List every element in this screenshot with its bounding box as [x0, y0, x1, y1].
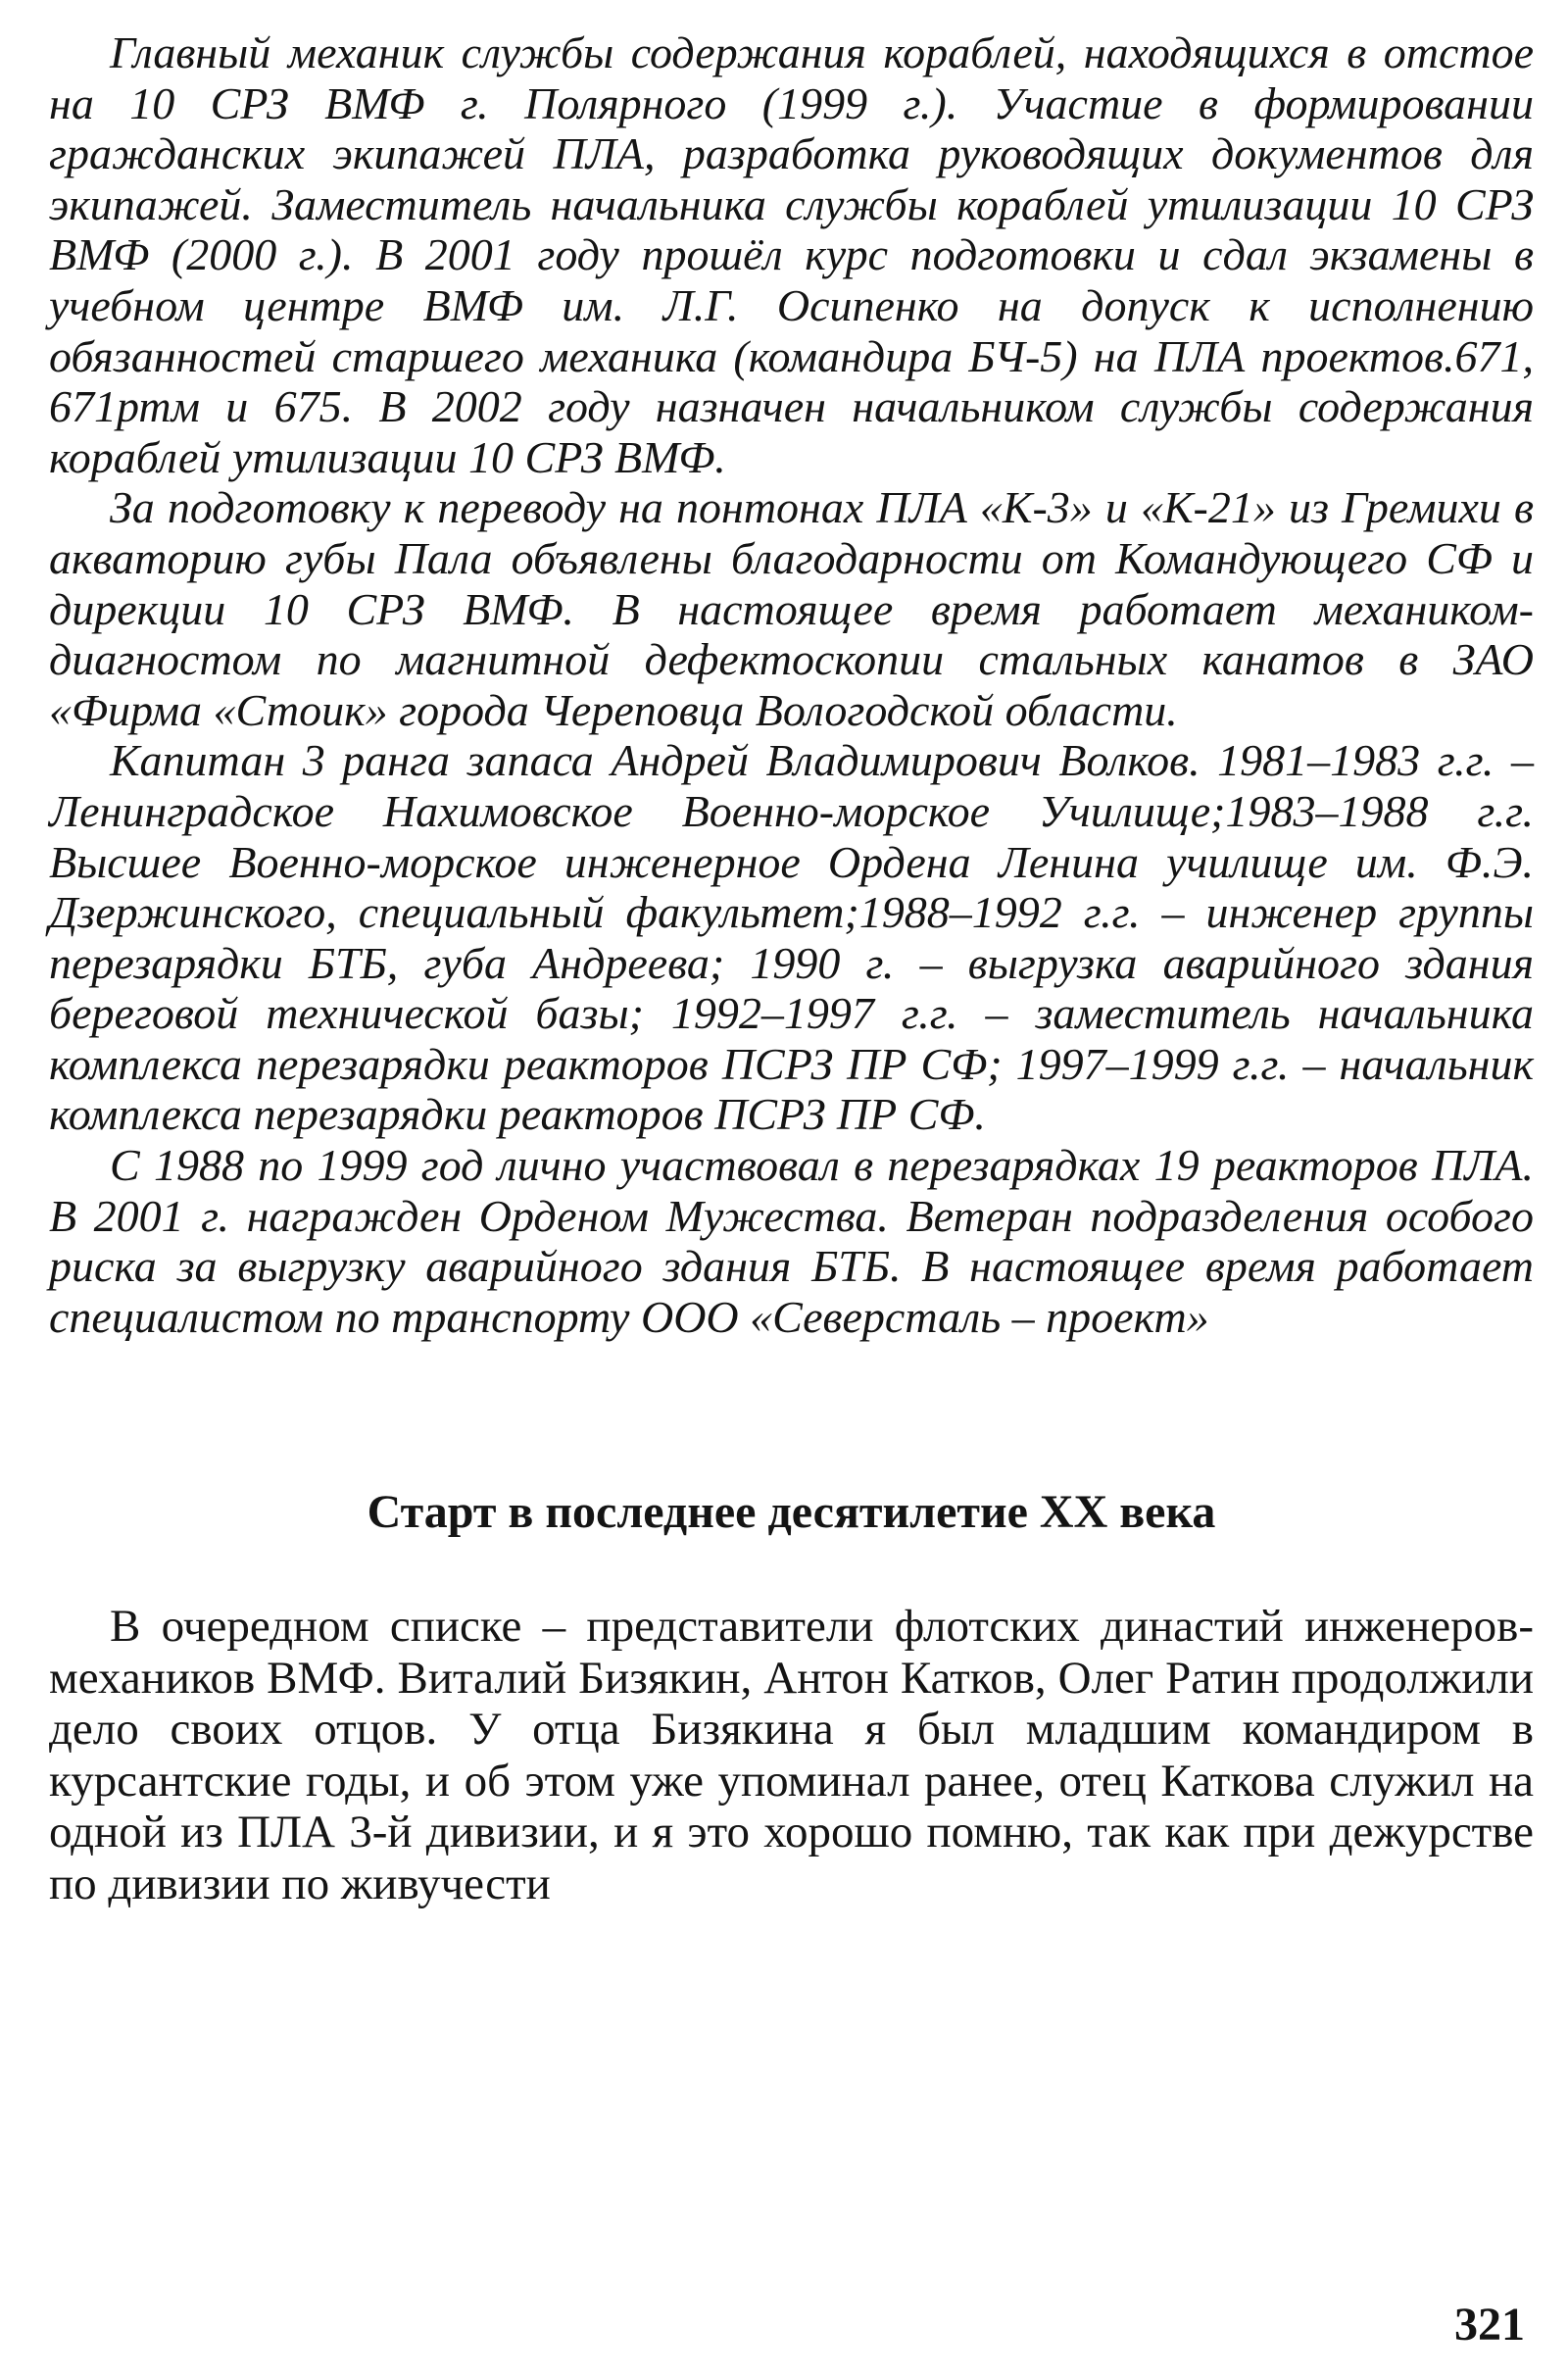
- section-title: Старт в последнее десятилетие XX века: [367, 1486, 1216, 1539]
- page-number: 321: [1454, 2299, 1525, 2351]
- paragraph-reactor-reloads: С 1988 по 1999 год лично участвовал в перезарядках 19 реакторов ПЛА. В 2001 г. награжден Орденом Мужества. Ветеран подразделения особого риска за выгрузку аварийного здания БТБ. В настоящее время работает специалистом по транспорту ООО «Северсталь – проект»: [49, 1140, 1534, 1342]
- book-page: [49, 27, 1534, 1909]
- main-text-block: [49, 1601, 1534, 1909]
- paragraph-mechanic-biography: Главный механик службы содержания кораблей, находящихся в отстое на 10 СРЗ ВМФ г. Полярного (1999 г.). Участие в формировании гражданских экипажей ПЛА, разработка руководящих документов для экипажей. Заместитель начальника службы кораблей утилизации 10 СРЗ ВМФ (2000 г.). В 2001 году прошёл курс подготовки и сдал экзамены в учебном центре ВМФ им. Л.Г. Осипенко на допуск к исполнению обязанностей старшего механика (командира БЧ-5) на ПЛА проектов.671, 671ртм и 675. В 2002 году назначен начальником службы содержания кораблей утилизации 10 СРЗ ВМФ.: [49, 27, 1534, 482]
- paragraph-volkov-biography: Капитан 3 ранга запаса Андрей Владимирович Волков. 1981–1983 г.г. – Ленинградское Нахимовское Военно-морское Училище;1983–1988 г.г. Высшее Военно-морское инженерное Ордена Ленина училище им. Ф.Э. Дзержинского, специальный факультет;1988–1992 г.г. – инженер группы перезарядки БТБ, губа Андреева; 1990 г. – выгрузка аварийного здания береговой технической базы; 1992–1997 г.г. – заместитель начальника комплекса перезарядки реакторов ПСРЗ ПР СФ; 1997–1999 г.г. – начальник комплекса перезарядки реакторов ПСРЗ ПР СФ.: [49, 735, 1534, 1140]
- italic-biography-block: [49, 27, 1534, 1342]
- paragraph-gratitude: За подготовку к переводу на понтонах ПЛА «К-3» и «К-21» из Гремихи в акваторию губы Пала объявлены благодарности от Командующего СФ и дирекции 10 СРЗ ВМФ. В настоящее время работает механиком-диагностом по магнитной дефектоскопии стальных канатов в ЗАО «Фирма «Стоик» города Череповца Вологодской области.: [49, 482, 1534, 735]
- paragraph-naval-dynasties: В очередном списке – представители флотских династий инженеров-механиков ВМФ. Виталий Бизякин, Антон Катков, Олег Ратин продолжили дело своих отцов. У отца Бизякина я был младшим командиром в курсантские годы, и об этом уже упоминал ранее, отец Каткова служил на одной из ПЛА 3-й дивизии, и я это хорошо помню, так как при дежурстве по дивизии по живучести: [49, 1601, 1534, 1909]
